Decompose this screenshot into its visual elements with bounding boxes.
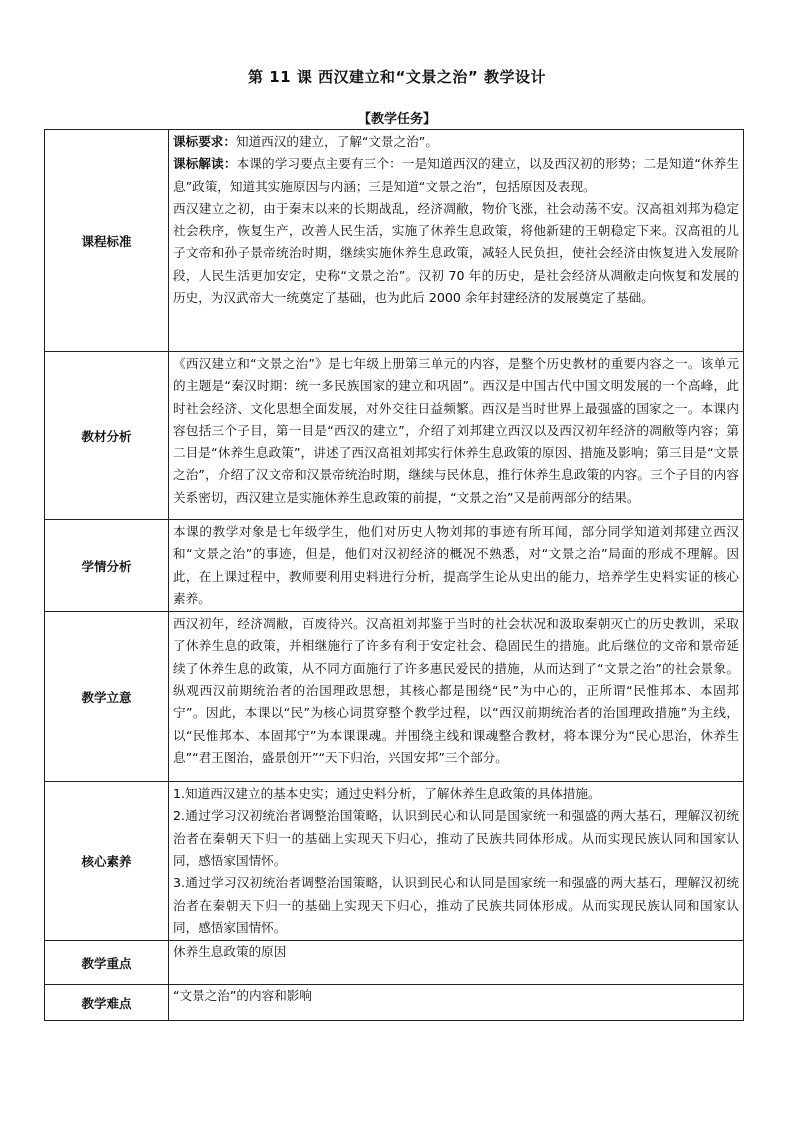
table-row — [45, 352, 744, 520]
row-label-key: 教学重点 — [45, 941, 169, 985]
table-row — [45, 612, 744, 782]
table-row — [45, 130, 744, 352]
row-content-difficulty: “文景之治”的内容和影响 — [169, 985, 744, 1021]
row-content-key: 休养生息政策的原因 — [169, 941, 744, 985]
literacy-item: 1.知道西汉建立的基本史实；通过史料分析，了解休养生息政策的具体措施。 — [173, 786, 601, 802]
row-label-textbook: 教材分析 — [45, 352, 169, 520]
req-title: 课标要求： — [173, 134, 236, 149]
row-label-difficulty: 教学难点 — [45, 985, 169, 1021]
standard-body: 西汉建立之初，由于秦末以来的长期战乱，经济凋敝，物价飞涨，社会动荡不安。汉高祖刘邦为稳定社会秩序，恢复生产，改善人民生活，实施了休养生息政策，将他新建的王朝稳定下来。汉高祖的儿子文帝和孙子景帝统治时期，继续实施休养生息政策，减轻人民负担，使社会经济由恢复进入发展阶段，人民生活更加安定，史称“文景之治”。汉初 70 年的历史，是社会经济从凋敝走向恢复和发展的历史，为汉武帝大一统奠定了基础，也为此后 2000 余年封建经济的发展奠定了基础。 — [173, 200, 739, 306]
table-row — [45, 520, 744, 612]
document-title: 第 11 课 西汉建立和“文景之治” 教学设计 — [248, 68, 546, 86]
row-content-textbook: 《西汉建立和“文景之治”》是七年级上册第三单元的内容，是整个历史教材的重要内容之一。该单元的主题是“秦汉时期：统一多民族国家的建立和巩固”。西汉是中国古代中国文明发展的一个高峰，此时社会经济、文化思想全面发展，对外交往日益频繁。西汉是当时世界上最强盛的国家之一。本课内容包括三个子目，第一目是“西汉的建立”，介绍了刘邦建立西汉以及西汉初年经济的凋敝等内容；第二目是“休养生息政策”，讲述了西汉高祖刘邦实行休养生息政策的原因、措施及影响；第三目是“文景之治”，介绍了汉文帝和汉景帝统治时期，继续与民休息，推行休养生息政策的内容。三个子目的内容关系密切，西汉建立是实施休养生息政策的前提，“文景之治”又是前两部分的结果。 — [169, 352, 744, 520]
row-label-standard: 课程标准 — [45, 130, 169, 352]
row-label-students: 学情分析 — [45, 520, 169, 612]
interp-text: 本课的学习要点主要有三个：一是知道西汉的建立，以及西汉初的形势；二是知道“休养生息”政策，知道其实施原因与内涵；三是知道“文景之治”，包括原因及表现。 — [173, 156, 739, 194]
teaching-task-table — [44, 129, 744, 1021]
literacy-item: 3.通过学习汉初统治者调整治国策略，认识到民心和认同是国家统一和强盛的两大基石，理解汉初统治者在秦朝天下归一的基础上实现天下归心，推动了民族共同体形成。从而实现民族认同和国家认同，感悟家国情怀。 — [173, 875, 739, 935]
row-content-intent: 西汉初年，经济凋敝，百废待兴。汉高祖刘邦鉴于当时的社会状况和汲取秦朝灭亡的历史教训，采取了休养生息的政策，并相继施行了许多有利于安定社会、稳固民生的措施。此后继位的文帝和景帝延续了休养生息的政策，从不同方面施行了许多惠民爱民的措施，从而达到了“文景之治”的社会景象。纵观西汉前期统治者的治国理政思想，其核心都是围绕“民”为中心的，正所谓“民惟邦本、本固邦宁”。因此，本课以“民”为核心词贯穿整个教学过程，以“西汉前期统治者的治国理政措施”为主线，以“民惟邦本、本固邦宁”为本课课魂。并围绕主线和课魂整合教材，将本课分为“民心思治，休养生息”“君王图治，盛景创开”“天下归治，兴国安邦”三个部分。 — [169, 612, 744, 782]
row-label-literacy: 核心素养 — [45, 782, 169, 941]
literacy-item: 2.通过学习汉初统治者调整治国策略，认识到民心和认同是国家统一和强盛的两大基石，理解汉初统治者在秦朝天下归一的基础上实现天下归心，推动了民族共同体形成。从而实现民族认同和国家认同，感悟家国情怀。 — [173, 808, 739, 869]
row-content-standard — [169, 130, 744, 352]
section-subtitle: 【教学任务】 — [357, 112, 436, 127]
table-row — [45, 941, 744, 985]
row-content-literacy — [169, 782, 744, 941]
row-content-students: 本课的教学对象是七年级学生，他们对历史人物刘邦的事迹有所耳闻，部分同学知道刘邦建立西汉和“文景之治”的事迹，但是，他们对汉初经济的概况不熟悉，对“文景之治”局面的形成不理解。因此，在上课过程中，教师要利用史料进行分析，提高学生论从史出的能力，培养学生史料实证的核心素养。 — [169, 520, 744, 612]
req-text: 知道西汉的建立，了解“文景之治”。 — [235, 134, 438, 149]
row-label-intent: 教学立意 — [45, 612, 169, 782]
interp-title: 课标解读： — [173, 156, 237, 172]
table-row — [45, 782, 744, 941]
table-row — [45, 985, 744, 1021]
